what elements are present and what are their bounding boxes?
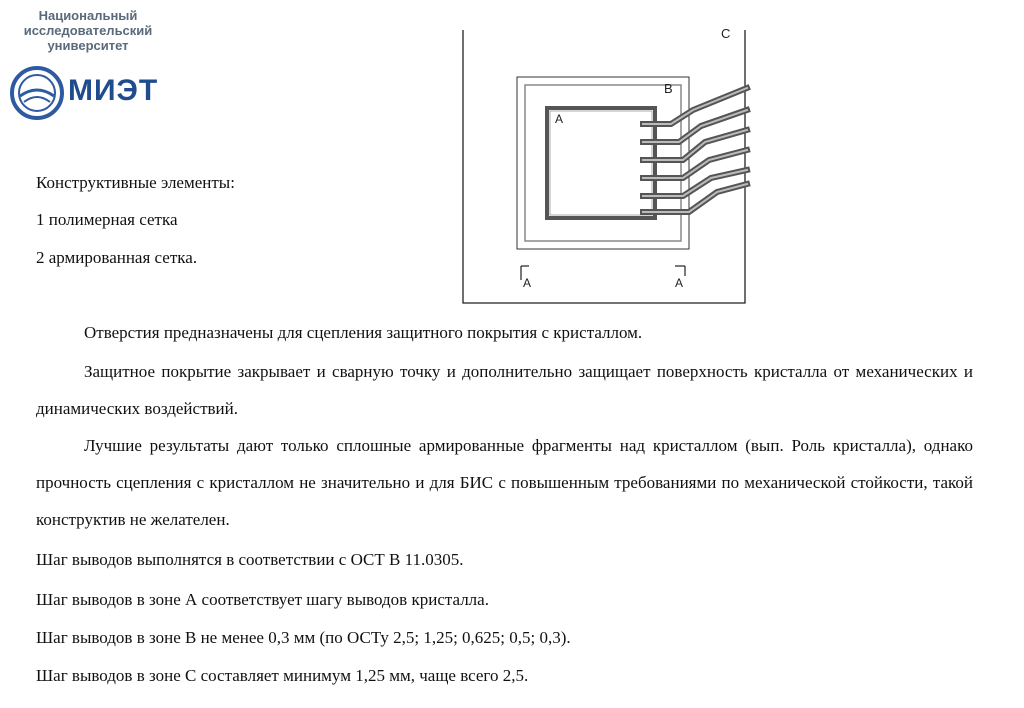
paragraph-1: Отверстия предназначены для сцепления защитного покрытия с кристаллом. xyxy=(84,323,643,342)
zone-b-label: B xyxy=(664,81,673,96)
zone-a-label: A xyxy=(555,112,564,126)
step-line-3: Шаг выводов в зоне В не менее 0,3 мм (по ОСТу 2,5; 1,25; 0,625; 0,5; 0,3). xyxy=(36,628,571,647)
university-line-1: Национальный xyxy=(38,8,138,23)
step-line-4: Шаг выводов в зоне С составляет минимум 1,25 мм, чаще всего 2,5. xyxy=(36,666,529,685)
section-label-right: A xyxy=(675,276,684,290)
elements-item-1: 1 полимерная сетка xyxy=(36,210,178,229)
leads-group xyxy=(643,88,747,212)
step-line-2: Шаг выводов в зоне А соответствует шагу выводов кристалла. xyxy=(36,590,489,609)
university-label xyxy=(8,8,168,53)
elements-item-2: 2 армированная сетка. xyxy=(36,248,198,267)
lead-frame-diagram xyxy=(455,20,755,310)
zone-c-label: C xyxy=(721,26,731,41)
university-logo xyxy=(8,8,178,118)
zone-a-crystal xyxy=(547,108,655,218)
miet-emblem-icon xyxy=(10,66,64,120)
paragraph-3: Лучшие результаты дают только сплошные армированные фрагменты над кристаллом (вып. Роль кристалла), однако прочность сцепления с кристаллом не значительно и для БИС с повышенным требованиями по механической стойкости, такой конструктив не желателен. xyxy=(36,436,973,529)
university-line-2: исследовательский xyxy=(23,23,153,38)
elements-heading: Конструктивные элементы: xyxy=(36,173,235,192)
university-line-3: университет xyxy=(47,38,129,53)
university-name: МИЭТ xyxy=(68,74,159,107)
step-line-1: Шаг выводов выполнятся в соответствии с ОСТ В 11.0305. xyxy=(36,550,464,569)
paragraph-2: Защитное покрытие закрывает и сварную точку и дополнительно защищает поверхность кристалла от механических и динамических воздействий. xyxy=(36,362,973,418)
section-label-left: A xyxy=(523,276,532,290)
